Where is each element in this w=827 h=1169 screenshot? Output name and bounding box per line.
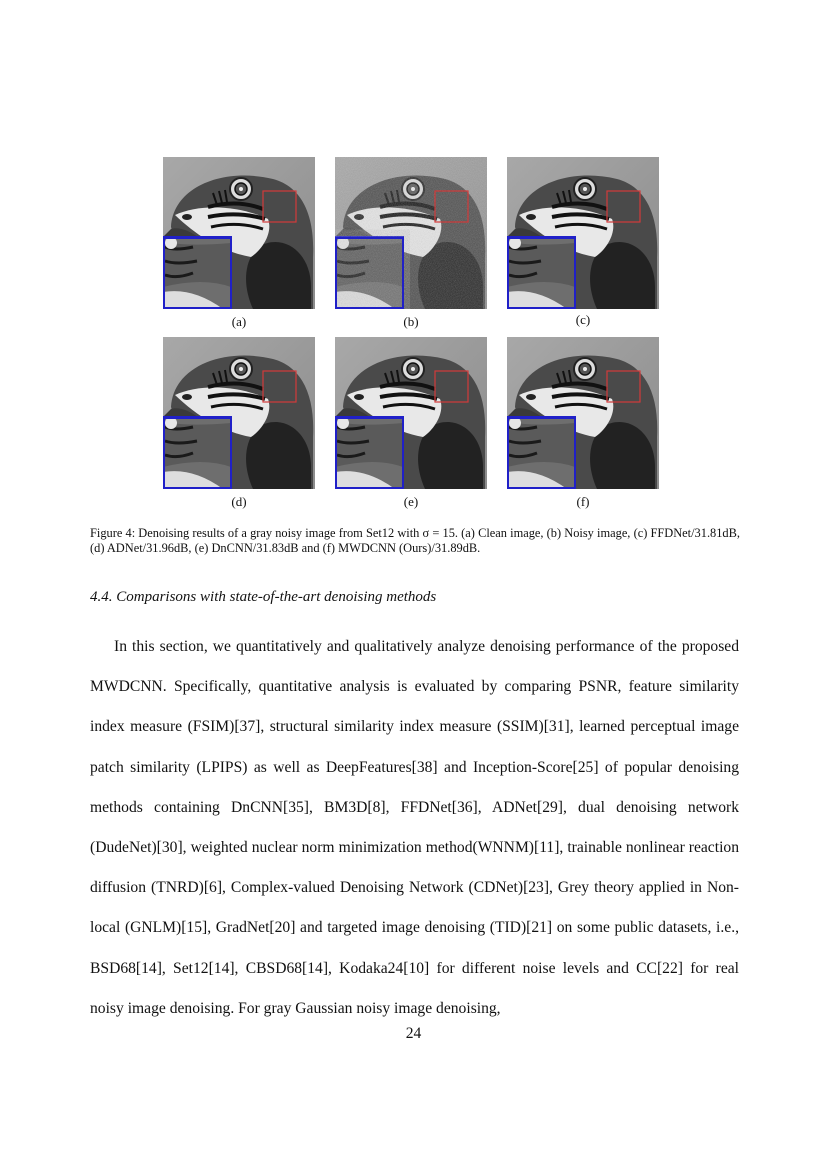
figure-panel-a: [163, 157, 315, 309]
figure-panel-d: [163, 337, 315, 489]
figure-caption: Figure 4: Denoising results of a gray noisy image from Set12 with σ = 15. (a) Clean image, (b) Noisy image, (c) FFDNet/31.81dB, (d) ADNet/31.96dB, (e) DnCNN/31.83dB and (f) MWDCNN (Ours)/31.89dB.: [90, 526, 740, 555]
panel-label-a: (a): [231, 314, 247, 329]
figure-panel-e: [335, 337, 487, 489]
parrot-image: [335, 337, 487, 489]
page-number: 24: [405, 1025, 422, 1042]
body-text: [90, 627, 739, 1029]
parrot-image: [507, 157, 659, 309]
panel-label-d: (d): [231, 494, 247, 509]
panel-label-f: (f): [576, 494, 590, 509]
body-paragraph: In this section, we quantitatively and qualitatively analyze denoising performance of the proposed MWDCNN. Specifically, quantitative analysis is evaluated by comparing PSNR, feature similarity index measure (FSIM)[37], structural similarity index measure (SSIM)[31], learned perceptual image patch similarity (LPIPS) as well as DeepFeatures[38] and Inception-Score[25] of popular denoising methods containing DnCNN[35], BM3D[8], FFDNet[36], ADNet[29], dual denoising network (DudeNet)[30], weighted nuclear norm minimization method(WNNM)[11], trainable nonlinear reaction diffusion (TNRD)[6], Complex-valued Denoising Network (CDNet)[23], Grey theory applied in Non-local (GNLM)[15], GradNet[20] and targeted image denoising (TID)[21] on some public datasets, i.e., BSD68[14], Set12[14], CBSD68[14], Kodaka24[10] for different noise levels and CC[22] for real noisy image denoising. For gray Gaussian noisy image denoising,: [90, 638, 739, 1017]
panel-label-b: (b): [403, 314, 419, 329]
figure-panel-c: [507, 157, 659, 309]
parrot-image: [163, 157, 315, 309]
parrot-image: [507, 337, 659, 489]
parrot-image: [163, 337, 315, 489]
figure-panel-b: [335, 157, 487, 309]
figure-panel-f: [507, 337, 659, 489]
panel-label-e: (e): [403, 494, 419, 509]
parrot-image: [335, 157, 487, 309]
section-heading: 4.4. Comparisons with state-of-the-art denoising methods: [90, 589, 437, 605]
panel-label-c: (c): [575, 312, 591, 327]
